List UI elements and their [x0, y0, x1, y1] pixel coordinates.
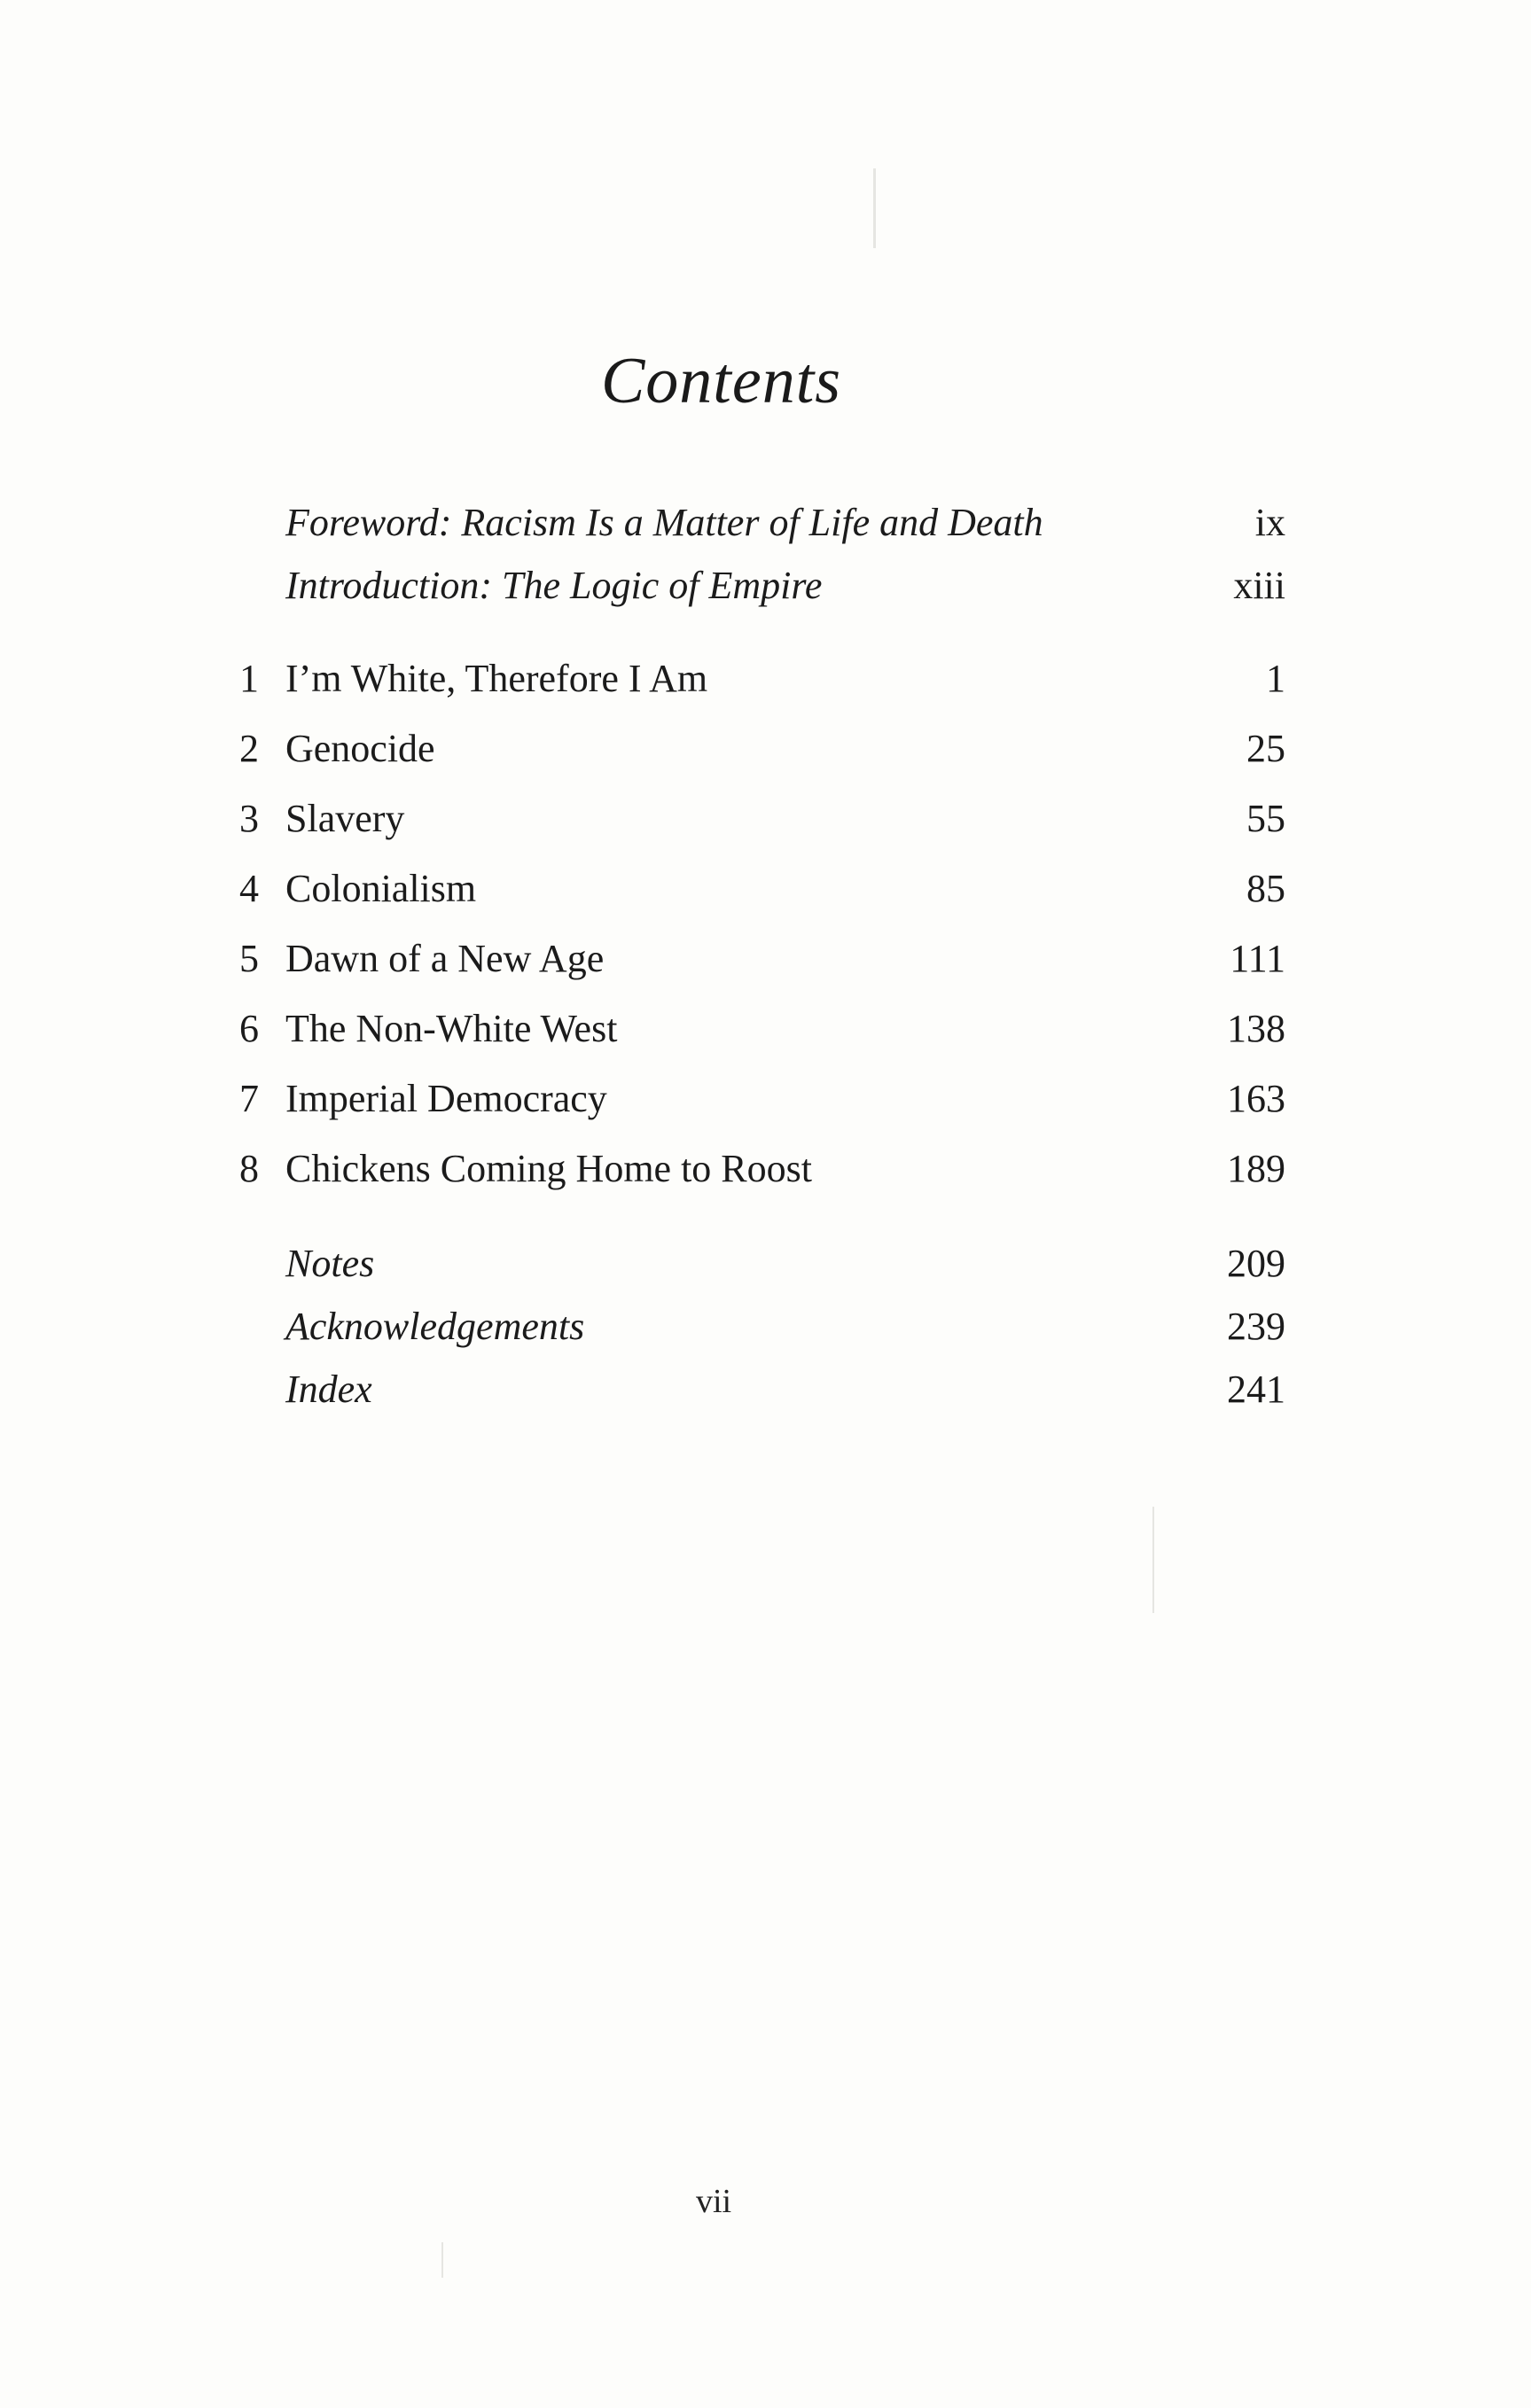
- chapter-number: 3: [239, 797, 259, 840]
- scan-mark: [1152, 1507, 1154, 1613]
- toc-row-chapter-3[interactable]: [239, 792, 1285, 846]
- toc-page-number: 239: [1227, 1305, 1285, 1348]
- toc-entry-label: Slavery: [285, 797, 405, 840]
- toc-page-number: xiii: [1233, 564, 1285, 607]
- toc-row-chapter-8[interactable]: [239, 1142, 1285, 1196]
- chapter-number: 7: [239, 1077, 259, 1120]
- chapter-number: 5: [239, 937, 259, 980]
- toc-row-index[interactable]: [239, 1363, 1285, 1416]
- toc-row-notes[interactable]: [239, 1237, 1285, 1290]
- chapter-number: 8: [239, 1147, 259, 1190]
- toc-page-number: ix: [1254, 501, 1285, 544]
- toc-page-number: 25: [1246, 727, 1285, 770]
- toc-entry-label: Notes: [285, 1242, 375, 1285]
- page-title: Contents: [600, 345, 842, 417]
- toc-row-chapter-1[interactable]: [239, 652, 1285, 705]
- toc-entry-label: Introduction: The Logic of Empire: [285, 564, 823, 607]
- toc-page-number: 55: [1246, 797, 1285, 840]
- toc-page-number: 209: [1227, 1242, 1285, 1285]
- toc-page-number: 163: [1227, 1077, 1285, 1120]
- toc-page-number: 111: [1230, 937, 1285, 980]
- toc-row-chapter-4[interactable]: [239, 862, 1285, 916]
- toc-entry-label: Imperial Democracy: [285, 1077, 607, 1120]
- toc-row-foreword[interactable]: [239, 496, 1285, 549]
- toc-row-acknowledgements[interactable]: [239, 1300, 1285, 1353]
- toc-page-number: 189: [1227, 1147, 1285, 1190]
- toc-page-number: 241: [1227, 1368, 1285, 1411]
- toc-entry-label: Colonialism: [285, 867, 477, 910]
- toc-entry-label: The Non-White West: [285, 1007, 618, 1050]
- toc-page-number: 138: [1227, 1007, 1285, 1050]
- scan-mark: [441, 2242, 443, 2278]
- toc-entry-label: I’m White, Therefore I Am: [285, 657, 708, 700]
- toc-entry-label: Acknowledgements: [285, 1305, 585, 1348]
- toc-row-chapter-7[interactable]: [239, 1072, 1285, 1126]
- scan-mark: [873, 168, 876, 248]
- toc-page-number: 1: [1266, 657, 1285, 700]
- toc-row-chapter-6[interactable]: [239, 1002, 1285, 1056]
- toc-entry-label: Index: [285, 1368, 372, 1411]
- toc-page-number: 85: [1246, 867, 1285, 910]
- toc-entry-label: Foreword: Racism Is a Matter of Life and Death: [285, 501, 1043, 544]
- toc-row-introduction[interactable]: [239, 559, 1285, 612]
- toc-row-chapter-2[interactable]: [239, 722, 1285, 775]
- page-folio: vii: [695, 2183, 732, 2220]
- chapter-number: 1: [239, 657, 259, 700]
- toc-row-chapter-5[interactable]: [239, 932, 1285, 986]
- chapter-number: 6: [239, 1007, 259, 1050]
- toc-entry-label: Genocide: [285, 727, 435, 770]
- chapter-number: 2: [239, 727, 259, 770]
- toc-entry-label: Dawn of a New Age: [285, 937, 605, 980]
- chapter-number: 4: [239, 867, 259, 910]
- toc-entry-label: Chickens Coming Home to Roost: [285, 1147, 812, 1190]
